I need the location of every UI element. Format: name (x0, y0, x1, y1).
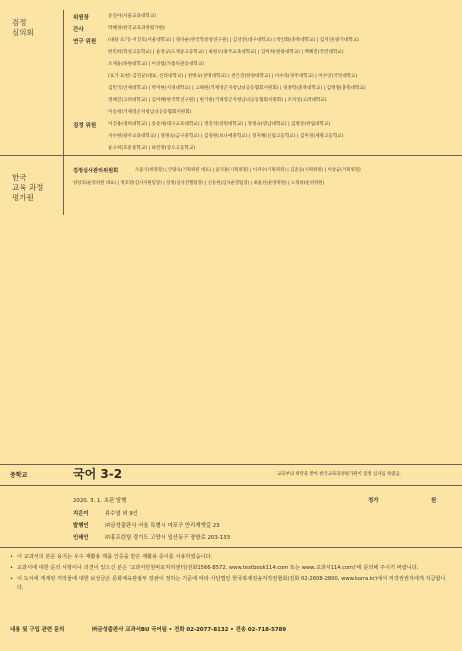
row-text: 서수현(광주교육대학교) | 정명숙(금구중학교) | 김경원(보나애중학교) | 정지혜(신림고등학교) | 김미정(세광고등학교) (108, 134, 344, 139)
note-item: • 이 교과서의 본문 용지는 우수 재활용 제품 인증을 받은 재활용 종이를 사용하였습니다. (10, 554, 213, 560)
price-unit: 원 (431, 498, 437, 504)
kice-committee-label: 검정심사관리위원회 (73, 168, 119, 174)
bullet-icon: • (10, 565, 14, 571)
committee-section (0, 0, 462, 170)
book-top-rule (0, 464, 462, 465)
row-text: 정해진(고려대학교) | 김미혜(한국학연구원) | 변기원(거제영곤지청남녀공동협회서원회) | 조지연(고려대학교) (108, 98, 327, 103)
issue-date: 2020. 3. 1. 초판 발행 (73, 498, 127, 504)
row-text: 한민희(학성고등학교) | 윤정규(도계중고등학교) | 최원오(광주교육대학교) | 김미희(원광대학교) | 백혜진(국민대학교) (108, 50, 344, 55)
kice-divider (63, 155, 64, 215)
row-text: 윤구희(호문중학교) | 하민영(상오고등학교) (108, 146, 196, 151)
detail-label: 지은이 (73, 511, 89, 517)
bullet-icon: • (10, 554, 14, 560)
committee-divider (63, 10, 64, 170)
footer-contact: ㈜금성출판사 교과서BU 국어팀 • 전화 02-2077-8132 • 전송 02-718-5789 (92, 627, 287, 633)
kice-line: 조용기(위원장) | 안광숙(기획위원 대표) | 윤지훈(기획위원) | 이지수(기획위원) | 김준승(기획위원) | 이상균(기획위원) (135, 168, 361, 173)
notes-rule (0, 547, 462, 548)
row-text: 박혜경(한국교육과정평가원) (108, 26, 165, 31)
row-label: 간사 (73, 27, 84, 33)
row-label: 검정 위원 (73, 123, 97, 129)
row-text: (표기·표현) 김민균(대표, 신라대학교) | 천병숙(상명대학교) | 천은진(한양대학교) | 이수라(경주대학교) | 이수연(국민대학교) (108, 74, 358, 79)
detail-value: ㈜금성출판사 서울 특별시 마포구 만리재옛길 23 (105, 523, 220, 529)
kice-line: 양상호(운영위원 대표) | 정호영(심사지원팀장) | 장정(심사진행팀장) | 신동현(심사운영팀장) | 최윤선(운영위원) | 노형희(운영위원) (73, 181, 325, 186)
row-text: (내용 표기) 이진호(서울대학교) | 정다운(한국학중앙연구원) | 김상진(대구대학교) | 박인화(충북대학교) | 김지연(광기대학교) (108, 38, 359, 43)
kice-section-label: 한국 교육 과정 평가원 (12, 173, 44, 202)
notes-list (10, 553, 450, 593)
footer-label: 내용 및 구입 관련 문의 (10, 627, 65, 633)
row-text: 이송정(거제영곤지청남녀공동협회서원회) (108, 110, 192, 115)
book-mid-rule (0, 485, 462, 486)
detail-value: ㈜홍프린팅 경기도 고양시 일산동구 장항로 203-133 (105, 535, 231, 541)
row-text: 김민국(인제대학교) | 박미현(서경대학교) | 고태원(거제영곤지청남녀공동협회서원회) | 정종학(충북대학교) | 김정철(충북대학교) (108, 86, 366, 91)
note-item: • 교과서에 대한 문의 사항이나 의견이 있으신 분은 '교과서민원바로처리센터(전화1566-8572, www.textbook114.com 또는 www.교과서114.com)'에 문의해 주시기 바랍니다. (10, 565, 419, 571)
book-title: 국어 3-2 (73, 467, 123, 481)
row-text: 이진용(경희대학교) | 송준세(대구교육대학교) | 정진석(강원대학교) | 정정숙(영남대학교) | 김병준(한림대학교) (108, 122, 331, 127)
detail-label: 발행인 (73, 523, 89, 529)
approval-note: 교육부의 위탁을 받아 한국교육과정평가원이 검정 심사를 하였음. (277, 472, 402, 477)
committee-section-label: 검정 심의회 (12, 18, 34, 37)
detail-label: 인쇄인 (73, 535, 89, 541)
detail-value: 류수열 외 9인 (105, 511, 138, 517)
price-label: 정가 (368, 498, 379, 504)
kice-section (0, 155, 462, 215)
row-text: 조재윤(목원대학교) | 이상엽(가톨릭관동대학교) (108, 62, 204, 67)
school-level: 중학교 (10, 472, 28, 479)
row-label: 위원장 (73, 15, 89, 21)
bullet-icon: • (10, 576, 14, 582)
row-text: 송진아(서울교육대학교) (108, 14, 156, 19)
note-item: • 이 도서에 게재된 저작물에 대한 보상금은 문화체육관광부 장관이 정하는 기준에 따라 사단법인 한국복제전송저작권협회(전화 02-2608-2800, www.korra.kr)에서 저작권권자에게 지급합니다. (10, 576, 446, 591)
row-label: 연구 위원 (73, 39, 97, 45)
